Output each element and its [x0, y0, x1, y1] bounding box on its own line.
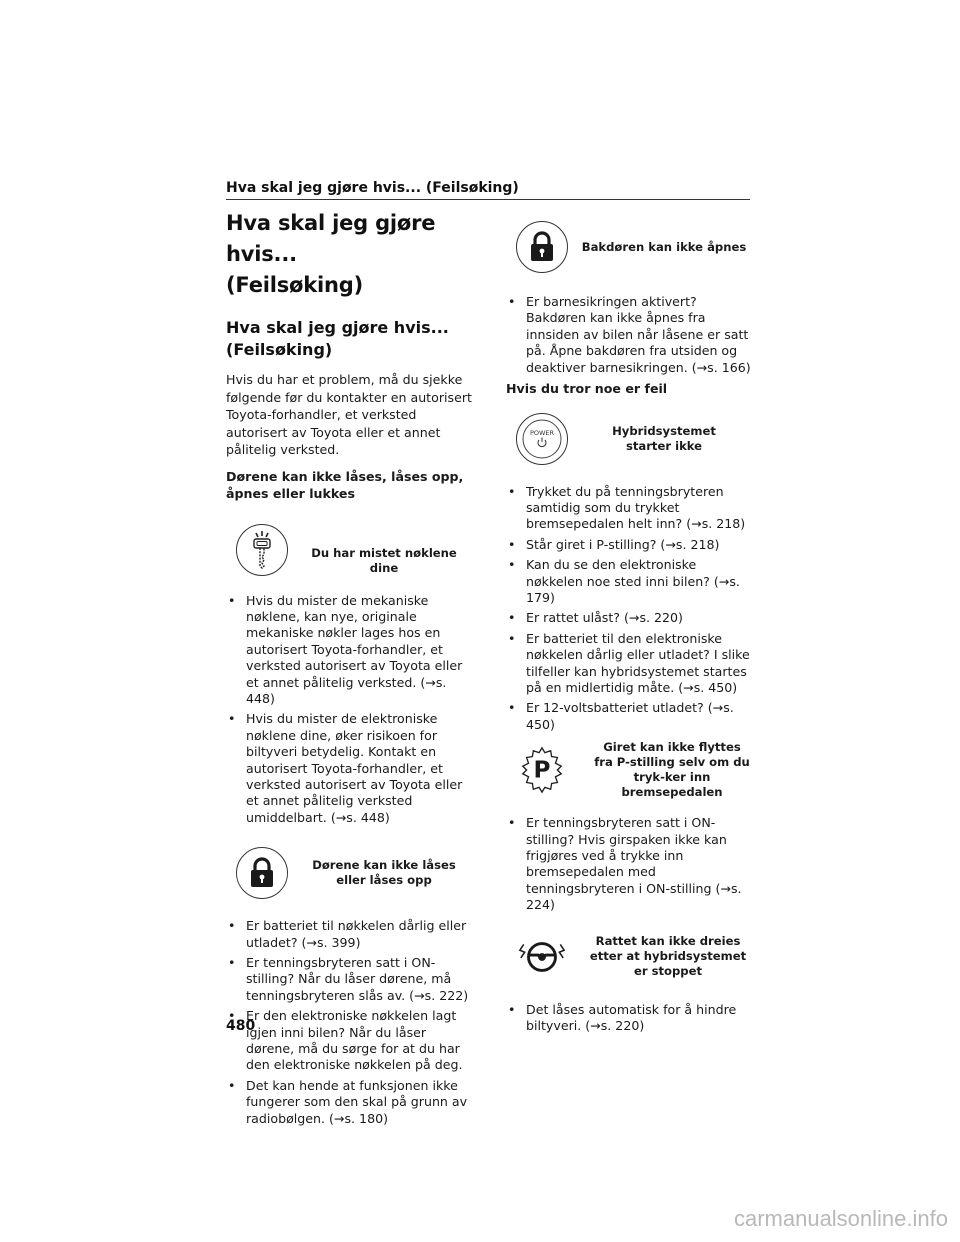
doors-heading: Dørene kan ikke låses, låses opp, åpnes eller lukkes: [226, 468, 464, 501]
back-door-symbol-row: [516, 218, 752, 276]
shift-p-label: Giret kan ikke flyttes fra P-stilling selv om du tryk-ker inn bremsepedalen: [594, 740, 750, 800]
subsection-title: [226, 317, 472, 361]
hybrid-start-symbol-row: [516, 410, 752, 468]
padlock-icon: [516, 221, 568, 273]
page-number: 480: [226, 1018, 256, 1034]
right-column: [506, 214, 752, 1038]
steering-lock-icon: [516, 931, 568, 983]
shift-p-bullets: [506, 815, 752, 913]
list-item: • Er batteriet til den elektroniske nøkkelen dårlig eller utladet? I slike tilfeller kan hybridsystemet startes på en midlertidig måte. (→s. 450): [506, 631, 752, 697]
doors-lock-label: Dørene kan ikke låses eller låses opp: [312, 858, 456, 888]
page-title-line2: (Feilsøking): [226, 273, 364, 297]
svg-text:POWER: POWER: [529, 428, 555, 437]
list-item: • Hvis du mister de mekaniske nøklene, kan nye, originale mekaniske nøkler lages hos en autorisert Toyota-forhandler, et verksted autorisert av Toyota eller et annet pålitelig verksted. (→s. 448): [226, 593, 472, 708]
list-item: • Er rattet ulåst? (→s. 220): [506, 610, 752, 626]
running-header: Hva skal jeg gjøre hvis... (Feilsøking): [226, 180, 519, 196]
power-button-icon: [516, 413, 568, 465]
intro-paragraph: Hvis du har et problem, må du sjekke følgende før du kontakter en autorisert Toyota-forhandler, et verksted autorisert av Toyota eller et annet pålitelig verksted.: [226, 372, 472, 457]
list-item: • Er den elektroniske nøkkelen lagt igjen inni bilen? Når du låser dørene, må du sørge for at du har den elektroniske nøkkelen på deg.: [226, 1008, 472, 1074]
subsection-title-line1: Hva skal jeg gjøre hvis...: [226, 318, 449, 337]
svg-text:P: P: [533, 757, 551, 784]
lost-keys-bullets: [226, 593, 472, 827]
list-item: • Hvis du mister de elektroniske nøklene dine, øker risikoen for biltyveri betydelig. Kontakt en autorisert Toyota-forhandler, et verksted autorisert av Toyota eller et annet pålitelig verksted umiddelbart. (→s. 448): [226, 711, 472, 826]
steering-label: Rattet kan ikke dreies etter at hybridsystemet er stoppet: [589, 934, 747, 979]
list-item: • Det låses automatisk for å hindre biltyveri. (→s. 220): [506, 1002, 752, 1035]
fault-heading: Hvis du tror noe er feil: [506, 381, 668, 397]
left-column: [226, 208, 472, 1131]
list-item: • Er tenningsbryteren satt i ON-stilling? Hvis girspaken ikke kan frigjøres ved å trykke inn bremsepedalen med tenningsbryteren i ON-stilling (→s. 224): [506, 815, 752, 913]
watermark: carmanualsonline.info: [733, 1206, 948, 1231]
doors-lock-symbol-row: [236, 844, 472, 902]
list-item: • Er tenningsbryteren satt i ON-stilling? Når du låser dørene, må tenningsbryteren slås av. (→s. 222): [226, 955, 472, 1004]
doors-lock-bullets: [226, 918, 472, 1127]
lost-keys-label: Du har mistet nøklene dine: [311, 545, 457, 575]
list-item: • Er barnesikringen aktivert? Bakdøren kan ikke åpnes fra innsiden av bilen når låsene er satt på. Åpne bakdøren fra utsiden og deaktiver barnesikringen. (→s. 166): [506, 294, 752, 376]
padlock-icon: [236, 847, 288, 899]
list-item: • Det kan hende at funksjonen ikke fungerer som den skal på grunn av radiobølgen. (→s. 180): [226, 1078, 472, 1127]
page-title: [226, 208, 472, 301]
park-gear-icon: [516, 744, 568, 796]
list-item: • Står giret i P-stilling? (→s. 218): [506, 537, 752, 553]
steering-bullets: [506, 1002, 752, 1035]
list-item: • Kan du se den elektroniske nøkkelen noe sted inni bilen? (→s. 179): [506, 557, 752, 606]
hybrid-start-label: Hybridsystemet starter ikke: [612, 423, 716, 453]
page-title-line1: Hva skal jeg gjøre hvis...: [226, 211, 436, 266]
list-item: • Er batteriet til nøkkelen dårlig eller utladet? (→s. 399): [226, 918, 472, 951]
back-door-bullets: [506, 294, 752, 376]
subsection-title-line2: (Feilsøking): [226, 340, 333, 359]
shift-p-symbol-row: [516, 741, 752, 799]
hybrid-start-bullets: [506, 484, 752, 734]
list-item: • Trykket du på tenningsbryteren samtidig som du trykket bremsepedalen helt inn? (→s. 218): [506, 484, 752, 533]
header-divider: [226, 199, 750, 200]
lost-keys-symbol-row: [236, 521, 472, 579]
back-door-label: Bakdøren kan ikke åpnes: [581, 239, 747, 254]
key-icon: [236, 524, 288, 576]
list-item: • Er 12-voltsbatteriet utladet? (→s. 450): [506, 700, 752, 733]
steering-symbol-row: [516, 928, 752, 986]
